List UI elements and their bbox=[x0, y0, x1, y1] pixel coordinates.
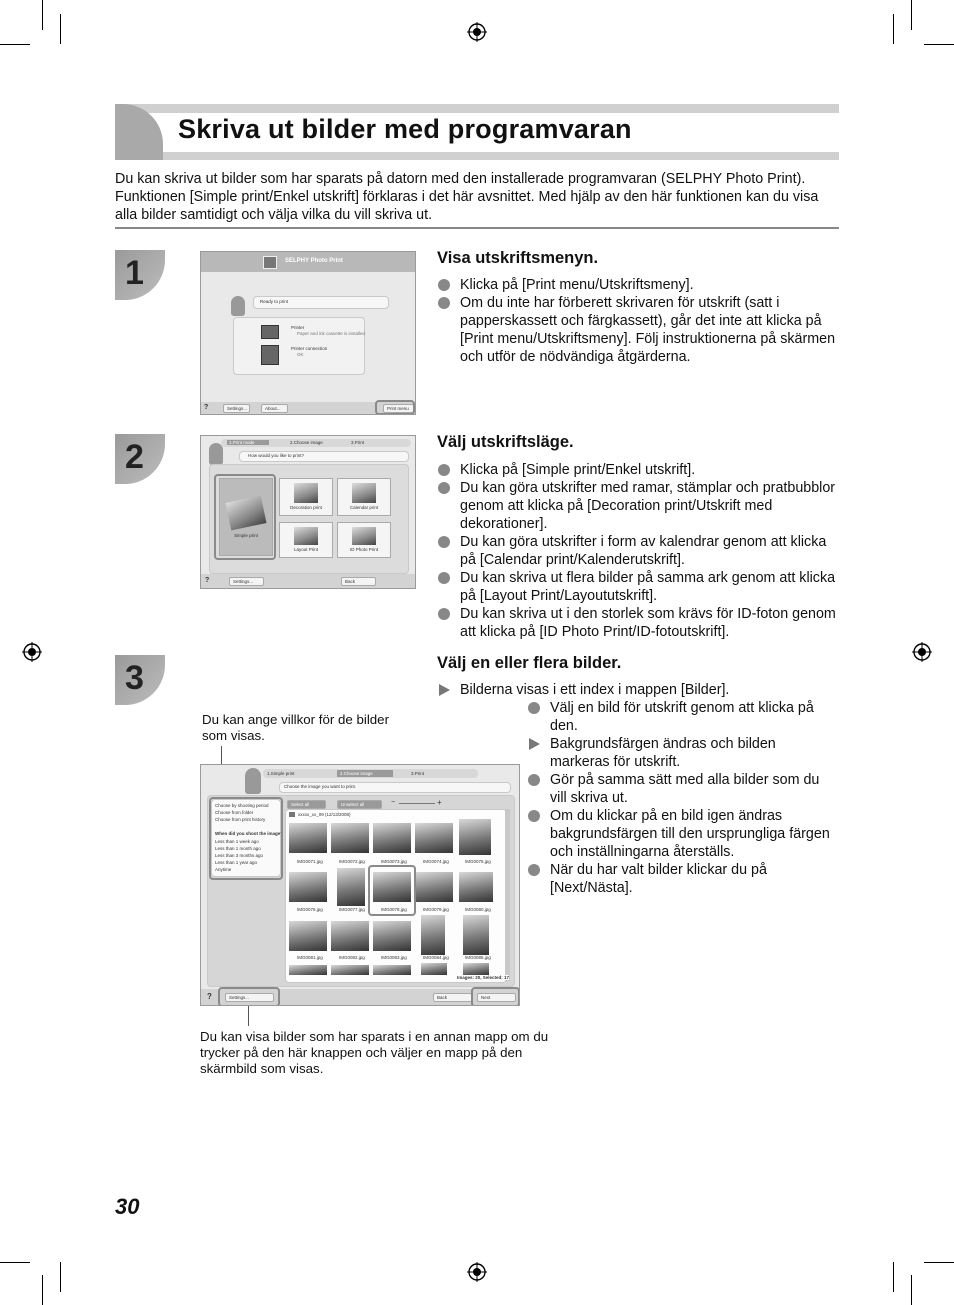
id-photo-icon bbox=[352, 527, 376, 545]
thumbnail-label: IMG0071.jpg bbox=[297, 859, 323, 864]
help-icon[interactable]: ? bbox=[204, 404, 209, 411]
back-button[interactable]: Back bbox=[341, 577, 376, 586]
bullet-triangle-icon bbox=[529, 738, 540, 750]
thumbnail-label: IMG0078.jpg bbox=[381, 907, 407, 912]
select-all-button[interactable]: Select all bbox=[287, 800, 326, 809]
thumbnail-label: IMG0079.jpg bbox=[423, 907, 449, 912]
thumbnail-label: IMG0077.jpg bbox=[339, 907, 365, 912]
printer-icon bbox=[261, 325, 279, 339]
thumbnail[interactable] bbox=[289, 872, 327, 902]
thumbnail[interactable] bbox=[289, 823, 327, 853]
crop-mark bbox=[60, 14, 61, 44]
highlight-frame bbox=[214, 474, 276, 560]
scrollbar[interactable] bbox=[505, 809, 510, 981]
crop-mark bbox=[911, 1275, 912, 1305]
settings-button[interactable]: Settings... bbox=[225, 993, 274, 1002]
registration-mark-icon bbox=[912, 642, 932, 662]
printer-label: Printer bbox=[291, 325, 305, 330]
list-item: Du kan göra utskrifter med ramar, stämplar och pratbubblor genom att klicka på [Decoration print/Utskrift med dekorationer]. bbox=[437, 479, 837, 533]
callout-settings: Du kan visa bilder som har sparats i en annan mapp om du trycker på den här knappen och väljer en mapp på den skärmbild som visas. bbox=[200, 1029, 549, 1076]
step-badge bbox=[115, 250, 165, 300]
registration-mark-icon bbox=[467, 22, 487, 42]
bullet-circle-icon bbox=[438, 572, 450, 584]
next-button[interactable]: Next bbox=[477, 993, 516, 1002]
list-item: Gör på samma sätt med alla bilder som du vill skriva ut. bbox=[527, 771, 837, 807]
filter-option[interactable]: Choose by shooting period bbox=[215, 803, 269, 808]
divider bbox=[115, 227, 839, 229]
thumbnail-label: IMG0072.jpg bbox=[339, 859, 365, 864]
about-button[interactable]: About... bbox=[261, 404, 288, 413]
list-item: Klicka på [Print menu/Utskriftsmeny]. bbox=[437, 276, 837, 294]
connection-label: Printer connection bbox=[291, 346, 328, 351]
assistant-avatar bbox=[245, 768, 261, 794]
callout-line bbox=[248, 1004, 249, 1026]
thumbnail-label: IMG0076.jpg bbox=[297, 907, 323, 912]
thumbnail[interactable] bbox=[421, 963, 447, 975]
tile-label: ID Photo Print bbox=[349, 547, 378, 552]
period-option[interactable]: Less than 1 week ago bbox=[215, 839, 259, 844]
list-item: Bilderna visas i ett index i mappen [Bilder]. bbox=[437, 681, 837, 699]
list-item: Du kan skriva ut i den storlek som krävs för ID-foton genom att klicka på [ID Photo Print/ID-fotoutskrift]. bbox=[437, 605, 837, 641]
thumbnail[interactable] bbox=[459, 819, 491, 855]
thumbnail[interactable] bbox=[459, 872, 493, 902]
step-heading: Välj en eller flera bilder. bbox=[437, 654, 622, 672]
thumbnail[interactable] bbox=[289, 921, 327, 951]
bullet-circle-icon bbox=[528, 774, 540, 786]
printer-icon bbox=[261, 345, 279, 365]
list-item: Bakgrundsfärgen ändras och bilden markeras för utskrift. bbox=[527, 735, 837, 771]
registration-mark-icon bbox=[467, 1262, 487, 1282]
crop-mark bbox=[60, 1262, 61, 1292]
step-lead bbox=[437, 681, 837, 699]
assistant-avatar bbox=[209, 443, 223, 465]
zoom-slider[interactable] bbox=[399, 803, 435, 804]
tab-print: 3.Print bbox=[411, 771, 425, 776]
question-text: How would you like to print? bbox=[248, 453, 305, 458]
step-heading: Visa utskriftsmenyn. bbox=[437, 249, 599, 267]
bullet-circle-icon bbox=[528, 810, 540, 822]
thumbnail[interactable] bbox=[463, 963, 489, 975]
thumbnail[interactable] bbox=[415, 872, 453, 902]
decoration-print-tile[interactable] bbox=[279, 478, 333, 516]
list-item: Om du inte har förberett skrivaren för utskrift (satt i papperskassett och färgkassett), går det inte att klicka på [Print menu/Utskriftsmeny]. Följ instruktionerna på skärmen och utför de nödvändiga åtgärderna. bbox=[437, 294, 837, 366]
status-text: Images: 20, Selected: 17 bbox=[457, 975, 510, 980]
app-icon bbox=[263, 256, 277, 269]
folder-label: xxxxx_xx_09 (12/13/2008) bbox=[298, 812, 351, 817]
crop-mark bbox=[924, 44, 954, 45]
bullet-circle-icon bbox=[528, 702, 540, 714]
bullet-triangle-icon bbox=[439, 684, 450, 696]
calendar-print-tile[interactable] bbox=[337, 478, 391, 516]
bullet-circle-icon bbox=[438, 297, 450, 309]
calendar-icon bbox=[352, 483, 376, 503]
tile-label: Layout Print bbox=[293, 547, 318, 552]
tab-print-mode: 1.Print mode bbox=[227, 440, 269, 445]
thumbnail-label: IMG0081.jpg bbox=[297, 955, 323, 960]
list-item: När du har valt bilder klickar du på [Next/Nästa]. bbox=[527, 861, 837, 897]
intro-text: Du kan skriva ut bilder som har sparats på datorn med den installerade programvaran (SELPHY Photo Print). Funktionen [Simple print/Enkel utskrift] förklaras i det här avsnittet. Med hjälp av den här funktionen kan du visa alla bilder samtidigt och välja vilka du vill skriva ut. bbox=[115, 171, 819, 223]
bullet-circle-icon bbox=[438, 608, 450, 620]
assistant-avatar bbox=[231, 296, 245, 316]
app-title: SELPHY Photo Print bbox=[285, 258, 343, 264]
folder-icon bbox=[289, 812, 295, 817]
crop-mark bbox=[0, 44, 30, 45]
bullet-circle-icon bbox=[438, 464, 450, 476]
thumbnail-label: IMG0074.jpg bbox=[423, 859, 449, 864]
crop-mark bbox=[893, 1262, 894, 1292]
step-instructions bbox=[527, 699, 837, 897]
list-item: Välj en bild för utskrift genom att klicka på den. bbox=[527, 699, 837, 735]
registration-mark-icon bbox=[22, 642, 42, 662]
settings-button[interactable]: Settings... bbox=[229, 577, 264, 586]
thumbnail[interactable] bbox=[331, 965, 369, 975]
thumbnail-label: IMG0073.jpg bbox=[381, 859, 407, 864]
thumbnail[interactable] bbox=[373, 921, 411, 951]
settings-button[interactable]: Settings... bbox=[223, 404, 250, 413]
period-option[interactable]: Less than 1 year ago bbox=[215, 860, 258, 865]
crop-mark bbox=[42, 1275, 43, 1305]
tile-label: Simple print bbox=[234, 533, 258, 538]
step-badge bbox=[115, 434, 165, 484]
bullet-circle-icon bbox=[438, 482, 450, 494]
screenshot-print-mode bbox=[200, 435, 416, 589]
highlight-frame bbox=[218, 987, 280, 1006]
crop-mark bbox=[42, 0, 43, 30]
page-title: Skriva ut bilder med programvaran bbox=[178, 114, 632, 144]
unselect-all-button[interactable]: Unselect all bbox=[337, 800, 382, 809]
thumbnail[interactable] bbox=[337, 868, 365, 906]
thumbnail-label: IMG0085.jpg bbox=[465, 955, 491, 960]
callout-filter: Du kan ange villkor för de bilder som visas. bbox=[202, 712, 389, 743]
header-bar-top bbox=[115, 104, 839, 113]
thumbnail-label: IMG0083.jpg bbox=[381, 955, 407, 960]
filter-option[interactable]: Choose from folder bbox=[215, 810, 254, 815]
zoom-in-icon[interactable]: + bbox=[437, 798, 442, 807]
thumbnail[interactable] bbox=[373, 965, 411, 975]
highlight-frame bbox=[375, 400, 415, 415]
thumbnail[interactable] bbox=[373, 823, 411, 853]
step-number: 3 bbox=[125, 659, 144, 697]
tile-label: Calendar print bbox=[349, 505, 379, 510]
printer-status: Paper and ink cassette is installed bbox=[297, 331, 366, 336]
list-item: Du kan göra utskrifter i form av kalendrar genom att klicka på [Calendar print/Kalenderutskrift]. bbox=[437, 533, 837, 569]
step-instructions bbox=[437, 276, 837, 366]
thumbnail-label: IMG0080.jpg bbox=[465, 907, 491, 912]
thumbnail[interactable] bbox=[331, 921, 369, 951]
screenshot-print-menu bbox=[200, 251, 416, 415]
header-bar-bottom bbox=[115, 152, 839, 160]
tile-label: Decoration print bbox=[290, 505, 322, 510]
zoom-out-icon[interactable]: − bbox=[391, 799, 396, 806]
when-label: When did you shoot the image? bbox=[215, 831, 283, 836]
period-option[interactable]: Less than 1 month ago bbox=[215, 846, 261, 851]
crop-mark bbox=[0, 1262, 30, 1263]
thumbnail[interactable] bbox=[415, 823, 453, 853]
instruction-text: Choose the image you want to print. bbox=[284, 784, 357, 789]
page-number: 30 bbox=[115, 1194, 140, 1219]
tab-simple-print: 1.Simple print bbox=[267, 771, 295, 776]
crop-mark bbox=[924, 1262, 954, 1263]
crop-mark bbox=[911, 0, 912, 30]
layout-print-tile[interactable] bbox=[279, 522, 333, 558]
bullet-circle-icon bbox=[438, 279, 450, 291]
bullet-circle-icon bbox=[528, 864, 540, 876]
tab-print: 3.Print bbox=[351, 440, 365, 445]
period-option[interactable]: Less than 3 months ago bbox=[215, 853, 264, 858]
instruction-bubble bbox=[279, 782, 511, 793]
layout-icon bbox=[294, 527, 318, 545]
bullet-circle-icon bbox=[438, 536, 450, 548]
tab-choose-image: 2.Choose image bbox=[337, 770, 393, 777]
filter-option[interactable]: Choose from print history bbox=[215, 817, 266, 822]
step-number: 1 bbox=[125, 254, 144, 292]
help-icon[interactable]: ? bbox=[205, 577, 210, 584]
id-photo-print-tile[interactable] bbox=[337, 522, 391, 558]
period-option[interactable]: Anytime bbox=[215, 867, 232, 872]
status-bubble bbox=[253, 296, 389, 309]
screenshot-choose-image bbox=[200, 764, 520, 1006]
thumbnail-label: IMG0082.jpg bbox=[339, 955, 365, 960]
list-item: Klicka på [Simple print/Enkel utskrift]. bbox=[437, 461, 837, 479]
thumbnail-label: IMG0084.jpg bbox=[423, 955, 449, 960]
step-heading: Välj utskriftsläge. bbox=[437, 433, 574, 451]
thumbnail[interactable] bbox=[463, 915, 489, 955]
question-bubble bbox=[239, 451, 409, 462]
highlight-frame bbox=[209, 797, 283, 880]
thumbnail[interactable] bbox=[331, 823, 369, 853]
list-item: Du kan skriva ut flera bilder på samma ark genom att klicka på [Layout Print/Layoututskrift]. bbox=[437, 569, 837, 605]
step-badge bbox=[115, 655, 165, 705]
print-menu-button[interactable]: Print menu bbox=[383, 404, 414, 413]
back-button[interactable]: Back bbox=[433, 993, 472, 1002]
help-icon[interactable]: ? bbox=[207, 992, 212, 1001]
thumbnail-label: IMG0075.jpg bbox=[465, 859, 491, 864]
step-number: 2 bbox=[125, 438, 144, 476]
tab-choose-image: 2.Choose image bbox=[290, 440, 323, 445]
ready-text: Ready to print bbox=[260, 299, 289, 304]
connection-status: OK bbox=[297, 352, 304, 357]
highlight-frame bbox=[471, 987, 520, 1006]
thumbnail[interactable] bbox=[421, 915, 445, 955]
list-item: Om du klickar på en bild igen ändras bakgrundsfärgen till den ursprungliga färgen och inställningarna återställs. bbox=[527, 807, 837, 861]
thumbnail[interactable] bbox=[289, 965, 327, 975]
step-instructions bbox=[437, 461, 837, 641]
decoration-icon bbox=[294, 483, 318, 503]
crop-mark bbox=[893, 14, 894, 44]
